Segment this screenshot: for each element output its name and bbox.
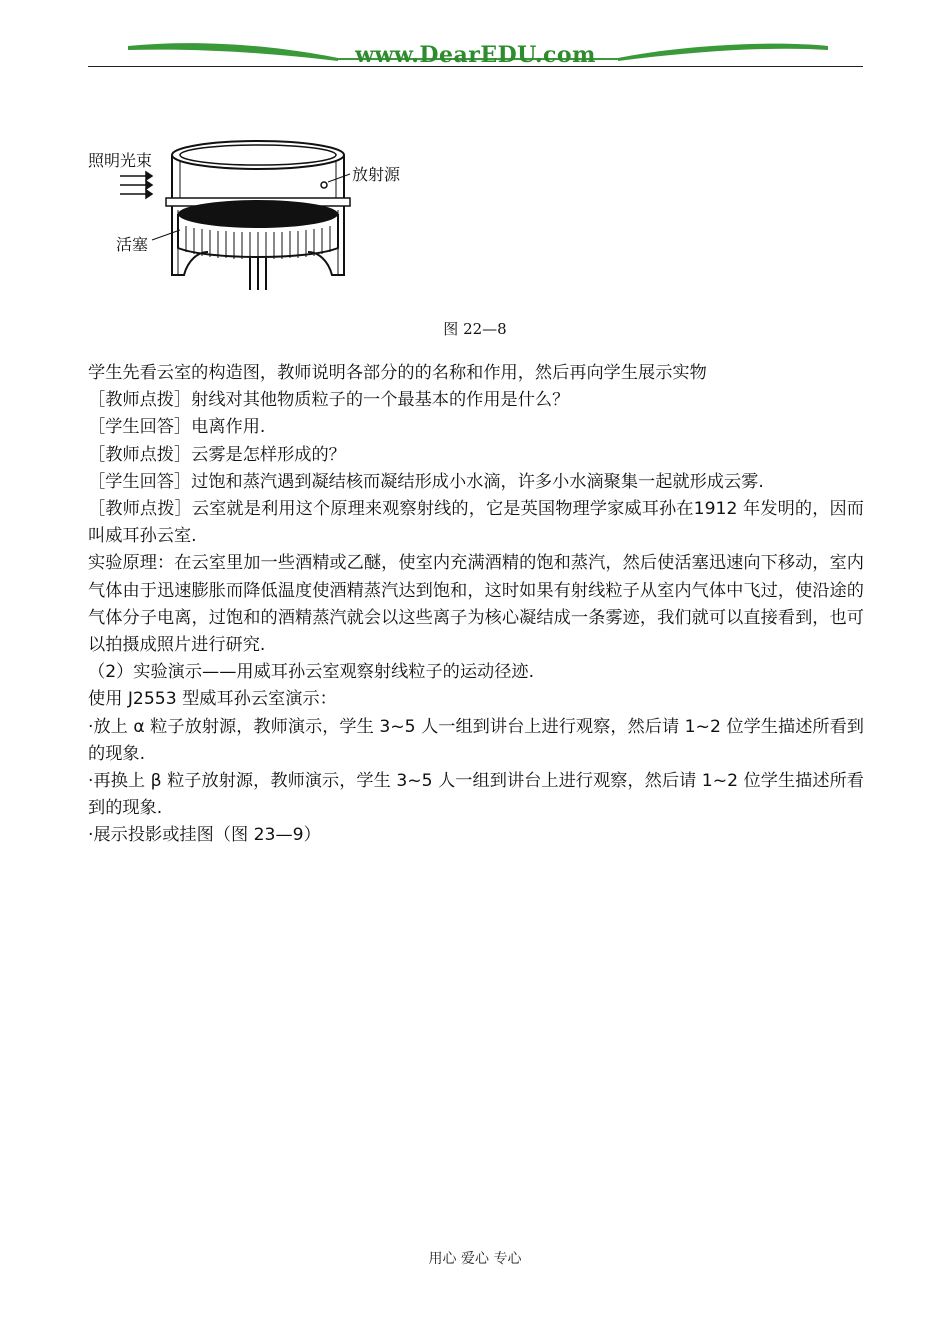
body-text xyxy=(88,360,864,850)
cloud-chamber-figure xyxy=(88,130,428,305)
paragraph: 使用 J2553 型威耳孙云室演示： xyxy=(88,689,337,710)
paragraph: 实验原理：在云室里加一些酒精或乙醚，使室内充满酒精的饱和蒸汽，然后使活塞迅速向下移动，室内气体由于迅速膨胀而降低温度使酒精蒸汽达到饱和，这时如果有射线粒子从室内气体中飞过，使沿途的气体分子电离，过饱和的酒精蒸汽就会以这些离子为核心凝结成一条雾迹，我们就可以直接看到，也可以拍摄成照片进行研究. xyxy=(88,553,864,656)
label-light-beam: 照明光束 xyxy=(88,151,153,170)
paragraph: ［学生回答］过饱和蒸汽遇到凝结核而凝结形成小水滴，许多小水滴聚集一起就形成云雾. xyxy=(88,471,764,492)
site-header xyxy=(88,34,863,74)
figure-caption: 图 22—8 xyxy=(443,320,507,338)
paragraph: ［教师点拨］云室就是利用这个原理来观察射线的，它是英国物理学家威耳孙在1912 年发明的，因而叫威耳孙云室. xyxy=(88,499,864,547)
label-piston: 活塞 xyxy=(116,235,149,254)
paragraph: ·再换上 β 粒子放射源，教师演示，学生 3~5 人一组到讲台上进行观察，然后请 1~2 位学生描述所看到的现象. xyxy=(88,771,864,819)
paragraph: ［教师点拨］云雾是怎样形成的？ xyxy=(88,444,346,465)
paragraph: ·放上 α 粒子放射源，教师演示，学生 3~5 人一组到讲台上进行观察，然后请 1~2 位学生描述所看到的现象. xyxy=(88,716,864,764)
page-footer: 用心 爱心 专心 xyxy=(428,1251,522,1267)
label-radiation-source: 放射源 xyxy=(352,165,401,184)
header-rule xyxy=(88,66,863,67)
paragraph: （2）实验演示——用威耳孙云室观察射线粒子的运动径迹. xyxy=(88,662,535,683)
site-name: www.DearEDU.com xyxy=(355,42,596,68)
paragraph: 学生先看云室的构造图，教师说明各部分的的名称和作用，然后再向学生展示实物 xyxy=(88,363,707,383)
paragraph: ·展示投影或挂图（图 23—9） xyxy=(88,825,321,846)
paragraph: ［教师点拨］射线对其他物质粒子的一个最基本的作用是什么？ xyxy=(88,390,570,411)
paragraph: ［学生回答］电离作用. xyxy=(88,417,266,438)
